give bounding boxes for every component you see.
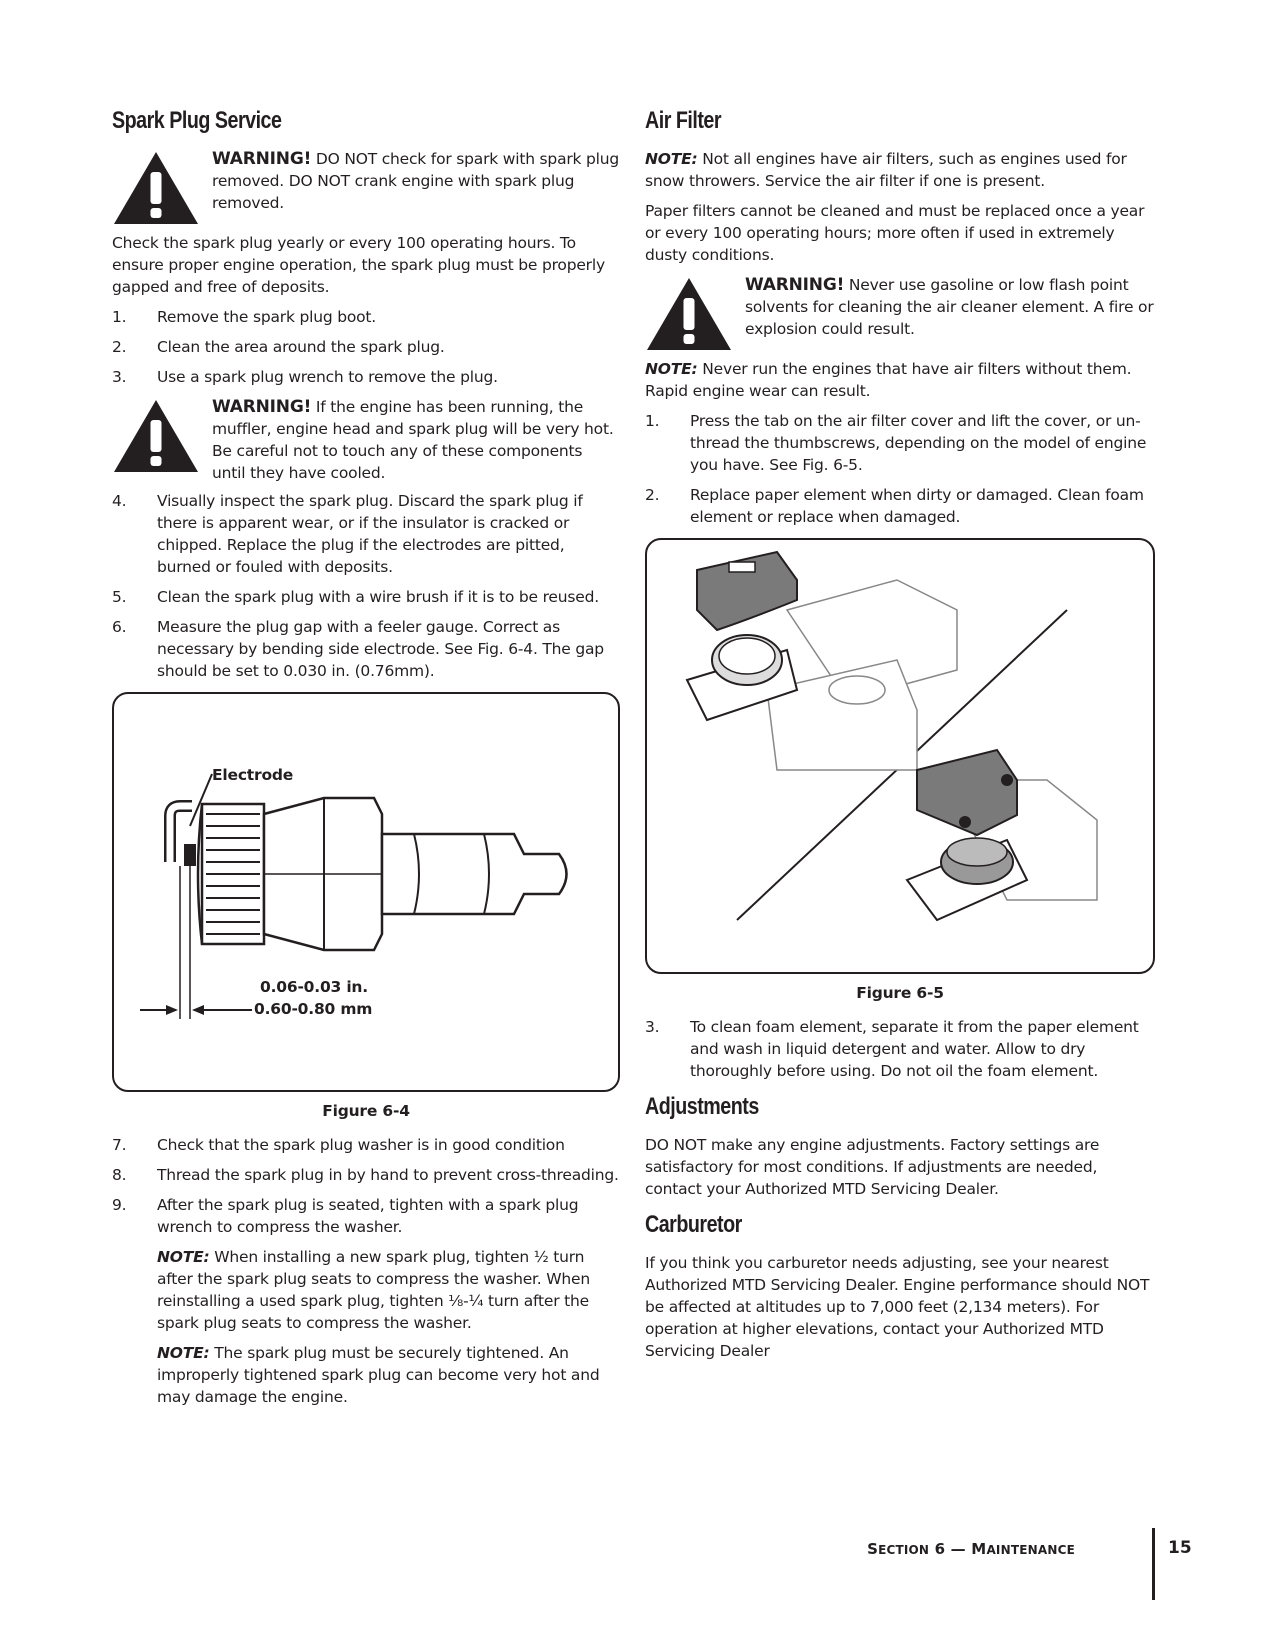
- warning-icon: [112, 150, 200, 226]
- air-steps-list-b: [645, 1016, 1155, 1082]
- list-item: 1. Remove the spark plug boot.: [112, 308, 377, 326]
- warning-text: DO NOT check for spark with spark plug removed. DO NOT crank engine with spark plug removed.: [212, 150, 620, 212]
- note-air-filter: NOTE: Not all engines have air filters, such as engines used for snow throwers. Service the air filter if one is present.: [645, 150, 1127, 190]
- list-item: 9. After the spark plug is seated, tighten with a spark plug wrench to compress the washer.: [112, 1196, 579, 1236]
- steps-list-a: [112, 306, 620, 388]
- spark-plug-illustration: [114, 694, 618, 1090]
- warning-label: WARNING!: [212, 149, 312, 169]
- list-item: 8. Thread the spark plug in by hand to prevent cross-threading.: [112, 1166, 619, 1184]
- warning-icon: [112, 398, 200, 474]
- page-number-divider: [1152, 1528, 1155, 1600]
- warning-block-3: [645, 274, 1155, 352]
- carburetor-text: If you think you carburetor needs adjusting, see your nearest Authorized MTD Servicing Dealer. Engine performance should NOT be affected at altitudes up to 7,000 feet (2,134 meters). For operation at higher elevations, contact your Authorized MTD Servicing Dealer: [645, 1254, 1150, 1360]
- note-no-filter: NOTE: Never run the engines that have air filters without them. Rapid engine wear can result.: [645, 360, 1132, 400]
- air-filter-heading: Air Filter: [645, 107, 722, 134]
- adjustments-text: DO NOT make any engine adjustments. Factory settings are satisfactory for most conditions. If adjustments are needed, contact your Authorized MTD Servicing Dealer.: [645, 1136, 1100, 1198]
- intro-paragraph: Check the spark plug yearly or every 100 operating hours. To ensure proper engine operation, the spark plug must be properly gapped and free of deposits.: [112, 234, 605, 296]
- note-tighten: NOTE: The spark plug must be securely tightened. An improperly tightened spark plug can become very hot and may damage the engine.: [157, 1344, 600, 1406]
- list-item: 6. Measure the plug gap with a feeler gauge. Correct as necessary by bending side electrode. See Fig. 6-4. The gap should be set to 0.030 in. (0.76mm).: [112, 618, 604, 680]
- list-item: 7. Check that the spark plug washer is in good condition: [112, 1136, 565, 1154]
- warning-icon: [645, 276, 733, 352]
- paper-filter-paragraph: Paper filters cannot be cleaned and must be replaced once a year or every 100 operating hours; more often if used in extremely dusty conditions.: [645, 202, 1145, 264]
- carburetor-heading: Carburetor: [645, 1211, 742, 1238]
- list-item: 2. Clean the area around the spark plug.: [112, 338, 445, 356]
- list-item: 4. Visually inspect the spark plug. Discard the spark plug if there is apparent wear, or if the insulator is cracked or chipped. Replace the plug if the electrodes are pitted, burned or fouled with deposits.: [112, 492, 583, 576]
- warning-label: WARNING!: [745, 275, 845, 295]
- list-item: 1. Press the tab on the air filter cover and lift the cover, or un-thread the thumbscrews, depending on the model of engine you have. See Fig. 6-5.: [645, 412, 1147, 474]
- warning-label: WARNING!: [212, 397, 312, 417]
- right-column: [645, 106, 1155, 1370]
- warning-block-2: [112, 396, 620, 484]
- left-column: [112, 106, 620, 1416]
- adjustments-heading: Adjustments: [645, 1093, 759, 1120]
- list-item: 2. Replace paper element when dirty or damaged. Clean foam element or replace when damaged.: [645, 486, 1144, 526]
- spark-plug-heading: Spark Plug Service: [112, 107, 282, 134]
- gap-inches-label: 0.06-0.03 in.: [260, 978, 368, 996]
- figure-6-5-caption: Figure 6-5: [856, 984, 944, 1002]
- warning-block-1: [112, 148, 620, 226]
- figure-6-4-caption: Figure 6-4: [322, 1102, 410, 1120]
- electrode-label: Electrode: [212, 766, 294, 784]
- section-footer: SECTION 6 — MAINTENANCE: [867, 1540, 1075, 1558]
- steps-list-c: [112, 1134, 620, 1238]
- steps-list-b: [112, 490, 620, 682]
- air-filter-illustration: [647, 540, 1153, 972]
- gap-mm-label: 0.60-0.80 mm: [254, 1000, 373, 1018]
- list-item: 3. Use a spark plug wrench to remove the plug.: [112, 368, 498, 386]
- note-new-plug: NOTE: When installing a new spark plug, tighten ½ turn after the spark plug seats to compress the washer. When reinstalling a used spark plug, tighten ⅛-¼ turn after the spark plug seats to compress the washer.: [157, 1248, 590, 1332]
- figure-6-4: [112, 692, 620, 1092]
- list-item: 5. Clean the spark plug with a wire brush if it is to be reused.: [112, 588, 599, 606]
- page-number: 15: [1168, 1538, 1192, 1558]
- list-item: 3. To clean foam element, separate it from the paper element and wash in liquid detergent and water. Allow to dry thoroughly before using. Do not oil the foam element.: [645, 1018, 1139, 1080]
- air-steps-list-a: [645, 410, 1155, 528]
- warning-text: Never use gasoline or low flash point solvents for cleaning the air cleaner element. A fire or explosion could result.: [745, 276, 1154, 338]
- warning-text: If the engine has been running, the muffler, engine head and spark plug will be very hot. Be careful not to touch any of these components until they have cooled.: [212, 398, 614, 482]
- figure-6-5: [645, 538, 1155, 974]
